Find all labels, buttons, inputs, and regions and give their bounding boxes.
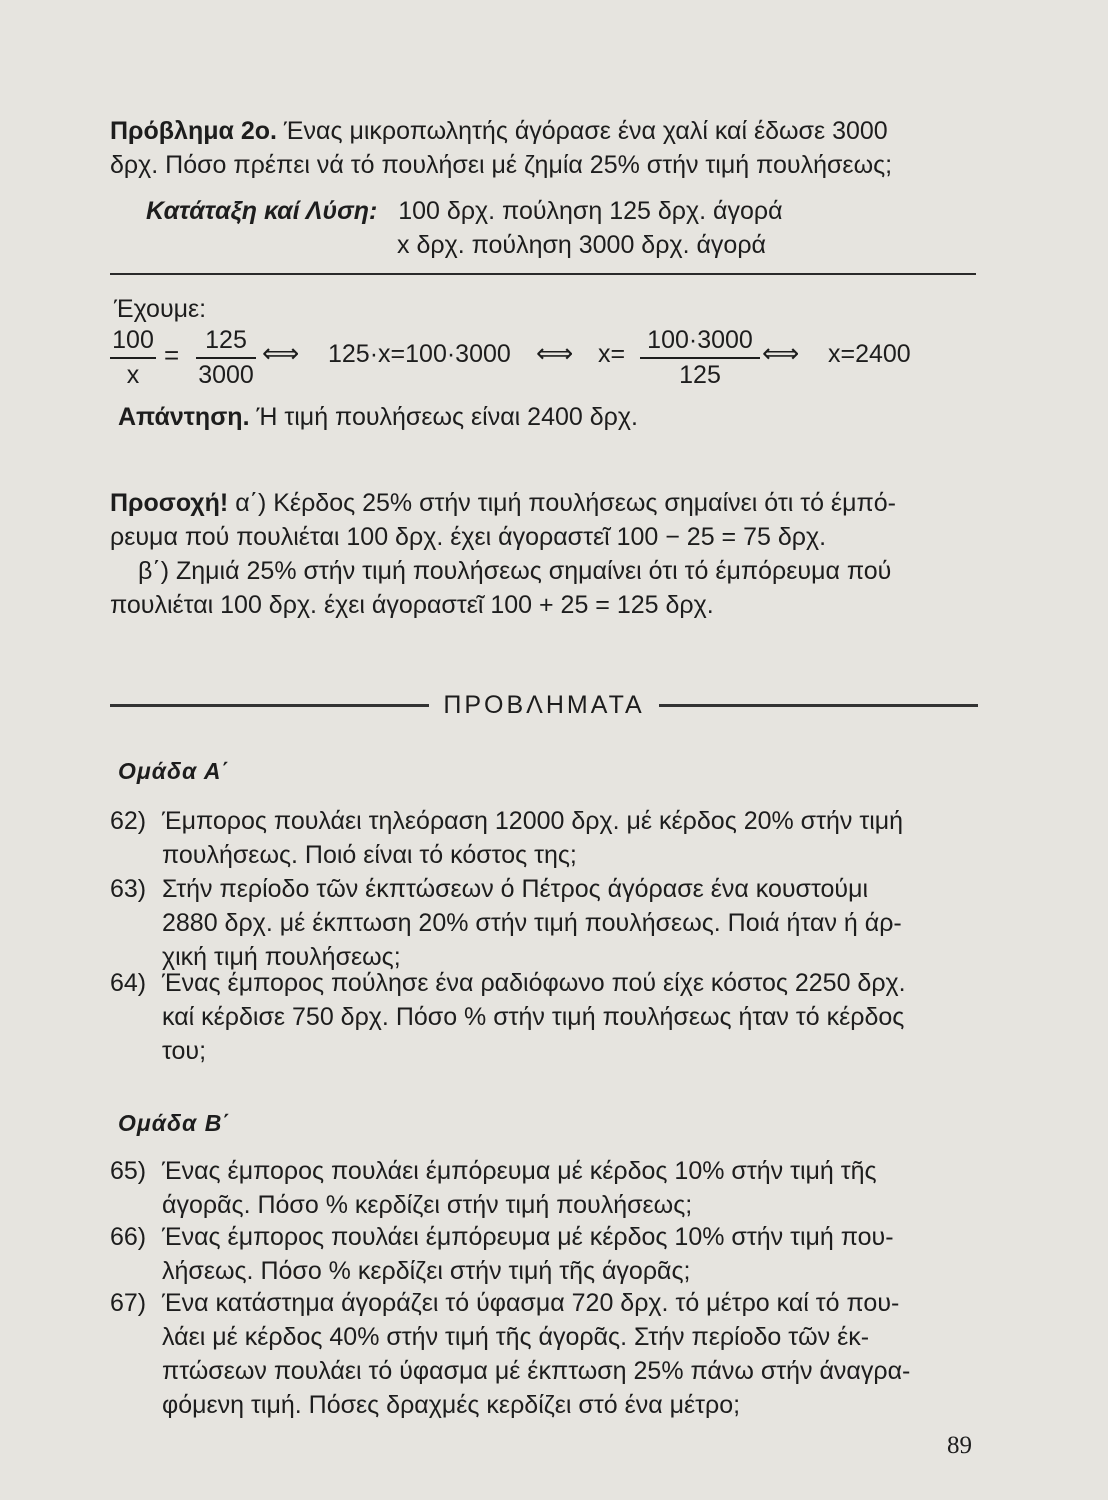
section-heading-text: ΠΡΟΒΛΗΜΑΤΑ <box>443 690 645 719</box>
problem-66-text <box>162 1220 977 1288</box>
iff-arrow-icon: ⟺ <box>536 338 574 368</box>
note-label: Προσοχή! <box>110 489 229 517</box>
we-have-label: Έχουμε: <box>114 295 207 323</box>
frac3-bar <box>640 357 760 359</box>
iff-arrow-icon: ⟺ <box>262 338 300 368</box>
group-b-label: Ομάδα Β΄ <box>118 1110 231 1136</box>
problem-62-text <box>162 804 977 872</box>
frac1-numerator: 100 <box>112 326 154 354</box>
problem-line: πτώσεων πουλάει τό ύφασμα μέ έκπτωση 25% πάνω στήν άναγρα- <box>162 1357 911 1385</box>
frac3-denominator: 125 <box>679 361 721 389</box>
problem-line: καί κέρδισε 750 δρχ. Πόσο % στήν τιμή πουλήσεως ήταν τό κέρδος <box>162 1003 905 1031</box>
problem-number: 67) <box>110 1289 147 1317</box>
problem-line: Στήν περίοδο τῶν έκπτώσεων ό Πέτρος άγόρασε ένα κουστούμι <box>162 875 869 903</box>
answer-text: Ή τιμή πουλήσεως είναι 2400 δρχ. <box>256 403 638 431</box>
equation-step-1: 125·x=100·3000 <box>328 340 511 368</box>
frac2-bar <box>196 357 256 359</box>
problem-title: Πρόβλημα 2ο. <box>110 117 277 145</box>
problem-65-text <box>162 1154 977 1222</box>
problem-line: Ένας έμπορος πουλάει έμπόρευμα μέ κέρδος 10% στήν τιμή τῆς <box>162 1157 877 1185</box>
heading-rule-right <box>659 704 978 707</box>
frac2-denominator: 3000 <box>198 361 254 389</box>
equation-step-2-lhs: x= <box>598 340 626 368</box>
problem-line: λήσεως. Πόσο % κερδίζει στήν τιμή τῆς άγορᾶς; <box>162 1257 691 1285</box>
page-number: 89 <box>947 1432 972 1459</box>
setup-divider <box>110 273 976 275</box>
problem-line: φόμενη τιμή. Πόσες δραχμές κερδίζει στό ένα μέτρο; <box>162 1391 741 1419</box>
problem-line: πουλήσεως. Ποιό είναι τό κόστος της; <box>162 841 577 869</box>
problem-line: Ένας έμπορος πούλησε ένα ραδιόφωνο πού είχε κόστος 2250 δρχ. <box>162 969 906 997</box>
note-a-text-1: α΄) Κέρδος 25% στήν τιμή πουλήσεως σημαίνει ότι τό έμπό- <box>235 489 896 517</box>
problem-63-text <box>162 872 977 974</box>
frac2-numerator: 125 <box>205 326 247 354</box>
problem-line: Ένα κατάστημα άγοράζει τό ύφασμα 720 δρχ. τό μέτρο καί τό που- <box>162 1289 900 1317</box>
problem-line: λάει μέ κέρδος 40% στήν τιμή τῆς άγορᾶς. Στήν περίοδο τῶν έκ- <box>162 1323 870 1351</box>
note-b-text-1: β΄) Ζημιά 25% στήν τιμή πουλήσεως σημαίνει ότι τό έμπόρευμα πού <box>138 557 892 585</box>
answer-line <box>118 400 988 434</box>
setup-row-2: x δρχ. πούληση 3000 δρχ. άγορά <box>397 231 766 259</box>
problem-64-text <box>162 966 977 1068</box>
problem-line: Ένας έμπορος πουλάει έμπόρευμα μέ κέρδος 10% στήν τιμή που- <box>162 1223 894 1251</box>
fraction-product-over-125 <box>640 326 760 390</box>
iff-arrow-icon: ⟺ <box>762 338 800 368</box>
note-a-text-2: ρευμα πού πουλιέται 100 δρχ. έχει άγοραστεῖ 100 − 25 = 75 δρχ. <box>110 523 827 551</box>
problem-number: 66) <box>110 1223 147 1251</box>
answer-label: Απάντηση. <box>118 403 250 431</box>
note-b-text-2: πουλιέται 100 δρχ. έχει άγοραστεῖ 100 + 25 = 125 δρχ. <box>110 591 714 619</box>
problem-number: 62) <box>110 807 147 835</box>
note-line-1 <box>110 486 980 520</box>
problem-line: 2880 δρχ. μέ έκπτωση 20% στήν τιμή πουλήσεως. Ποιά ήταν ή άρ- <box>162 909 902 937</box>
problem-67-text <box>162 1286 977 1422</box>
problem-number: 63) <box>110 875 147 903</box>
problem-line: άγορᾶς. Πόσο % κερδίζει στήν τιμή πουλήσεως; <box>162 1191 693 1219</box>
frac3-numerator: 100·3000 <box>647 326 753 354</box>
setup-label: Κατάταξη καί Λύση: <box>146 197 378 225</box>
group-a-label: Ομάδα Α΄ <box>118 758 231 784</box>
equation-result: x=2400 <box>828 340 911 368</box>
equals-sign: = <box>164 340 180 370</box>
fraction-100-over-x <box>110 326 156 390</box>
frac1-bar <box>110 357 156 359</box>
problem-number: 64) <box>110 969 147 997</box>
problem-line: χική τιμή πουλήσεως; <box>162 943 401 971</box>
frac1-denominator: x <box>126 361 140 389</box>
fraction-125-over-3000 <box>196 326 256 390</box>
setup-row-1 <box>146 194 1016 228</box>
problem-text-1: Ένας μικροπωλητής άγόρασε ένα χαλί καί έδωσε 3000 <box>283 117 888 145</box>
problem-line: του; <box>162 1037 207 1065</box>
section-heading <box>110 690 978 720</box>
problem-number: 65) <box>110 1157 147 1185</box>
problem-line-1 <box>110 114 980 148</box>
setup-row-1-text: 100 δρχ. πούληση 125 δρχ. άγορά <box>398 197 783 225</box>
problem-line-2: δρχ. Πόσο πρέπει νά τό πουλήσει μέ ζημία 25% στήν τιμή πουλήσεως; <box>110 151 893 179</box>
problem-line: Έμπορος πουλάει τηλεόραση 12000 δρχ. μέ κέρδος 20% στήν τιμή <box>162 807 904 835</box>
heading-rule-left <box>110 704 429 707</box>
